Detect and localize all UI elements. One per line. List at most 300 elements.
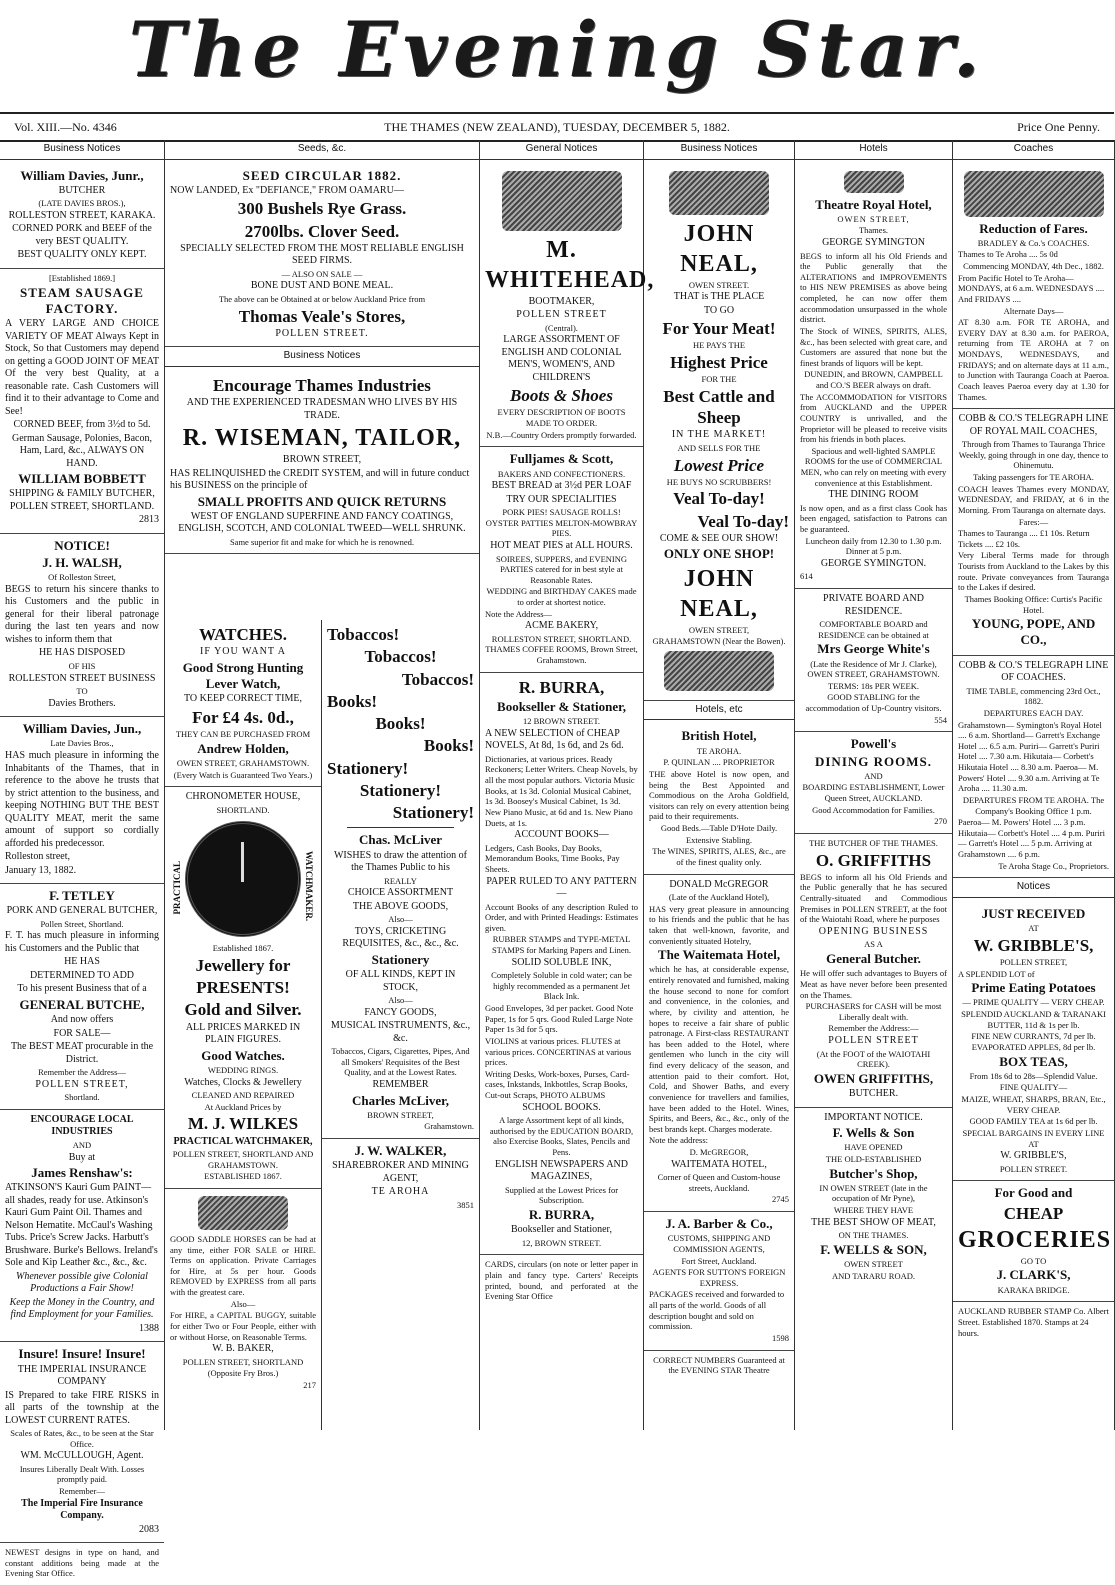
advert-correct-numbers — [644, 1351, 794, 1382]
column-heading: Business Notices — [165, 347, 479, 367]
ad-text: FINE QUALITY— — [999, 1082, 1068, 1093]
ad-text: DUNEDIN, and BROWN, CAMPBELL and CO.'S BEER always on draft. — [804, 369, 943, 390]
ad-text: The BEST MEAT procurable in the District. — [10, 1041, 154, 1065]
ad-text: Thames. — [858, 225, 889, 236]
column-3 — [480, 140, 655, 1430]
column-heading: Business Notices — [644, 140, 794, 160]
advert-powell — [795, 732, 952, 834]
ad-title: PRESENTS! — [196, 978, 290, 998]
ad-text: — ALSO ON SALE — — [281, 268, 363, 279]
ad-text: Extensive Stabling. — [685, 834, 753, 845]
ad-text: DONALD McGREGOR — [669, 878, 769, 890]
ad-text: IMPORTANT NOTICE. — [824, 1111, 923, 1123]
ad-text: A VERY LARGE AND CHOICE VARIETY OF MEAT Always Kept in Stock, So that Customers may depend on getting a GOOD JOINT OF MEAT Of the very best Quality, at a reasonable rate. Cash Customers will find it to their advantage to Come and See! — [5, 318, 159, 417]
ad-text: FOR THE — [701, 374, 737, 385]
ad-title: CHEAP — [1003, 1203, 1064, 1223]
ad-text: Paeroa— M. Powers' Hotel .... 3 p.m. Hikutaia— Corbett's Hotel .... 4 p.m. Puriri— Garrett's Hotel .... 5 p.m. Arriving at Grahamstown .... 6 p.m. — [958, 817, 1105, 859]
ad-title: Insure! Insure! Insure! — [18, 1346, 146, 1362]
ad-text: GO TO — [1020, 1255, 1047, 1266]
boot-illustration — [502, 171, 622, 231]
ad-text: TOYS, CRICKETING REQUISITES, &c., &c., &c. — [342, 925, 459, 950]
ad-title: J. CLARK'S, — [996, 1267, 1071, 1283]
ad-text: January 13, 1882. — [5, 864, 77, 876]
ad-text: Grahamstown— Symington's Royal Hotel .... 6 a.m. Shortland— Garrett's Exchange Hotel .... 6.5 a.m. Puriri— Garrett's Puriri Hotel .... 7.30 a.m. Hikutaia— Corbett's Hikutaia Hotel .... 8.30 a.m. Paeroa— M. Powers' Hotel .... 9.30 a.m. Arriving at Te Aroha .... 11.30 a.m. — [958, 719, 1102, 794]
ad-text: PRACTICAL WATCHMAKER, — [173, 1135, 313, 1147]
ad-text: Grahamstown. — [424, 1121, 474, 1132]
advert-cobb-timetable — [953, 656, 1114, 879]
ad-number: 2813 — [139, 514, 159, 526]
ad-text: POLLEN STREET, SHORTLAND — [182, 1356, 304, 1367]
ad-title: WATCHES. — [198, 625, 287, 644]
ad-text: ACME BAKERY, — [524, 620, 599, 632]
ad-text: TRY OUR SPECIALITIES — [506, 493, 617, 505]
ad-title: General Butcher. — [826, 951, 921, 966]
advert-seed-circular — [165, 164, 479, 348]
ad-text: KARAKA BRIDGE. — [997, 1284, 1070, 1295]
ad-title: Reduction of Fares. — [979, 220, 1088, 236]
ad-text: CARDS, circulars (on note or letter paper in plain and fancy type. Carters' Receipts printed, bound, and perforated at the Evening Star Office — [485, 1259, 638, 1302]
ad-text: BRADLEY & Co.'s COACHES. — [977, 237, 1090, 248]
ad-text: OF ALL KINDS, KEPT IN STOCK, — [345, 969, 456, 993]
advert-griffiths — [795, 834, 952, 1108]
ad-text: BOARDING ESTABLISHMENT, Lower Queen Street, AUCKLAND. — [802, 782, 945, 803]
ad-text: AND — [72, 1139, 92, 1150]
ad-number: 1598 — [772, 1332, 789, 1343]
ad-text: HE HAS DISPOSED — [38, 647, 126, 659]
ad-text: He will offer such advantages to Buyers of Meat as have never before been presented on the Thames. — [800, 968, 947, 1000]
ad-text: DEPARTURES EACH DAY. — [983, 707, 1084, 718]
ad-title: 2700lbs. Clover Seed. — [244, 221, 400, 241]
ad-text: AND SELLS FOR THE — [677, 442, 761, 453]
column-heading: Hotels — [795, 140, 952, 160]
ad-text: POLLEN STREET — [516, 309, 607, 320]
ad-text: Also— — [230, 1298, 256, 1309]
ad-text: FINE NEW CURRANTS, 7d per lb. EVAPORATED APPLES, 8d per lb. — [971, 1031, 1096, 1052]
ad-title: R. BURRA, — [518, 677, 605, 697]
ad-text: WHERE THEY HAVE — [833, 1205, 914, 1215]
advert-wells — [795, 1108, 952, 1288]
ad-text: WM. McCULLOUGH, Agent. — [20, 1450, 144, 1462]
ad-text: GEORGE SYMINGTON — [822, 237, 925, 248]
ad-title: Powell's — [850, 736, 897, 752]
ad-text: Through from Thames to Tauranga Thrice Weekly, going through in one day, thence to Ohinemutu. — [958, 439, 1109, 471]
ad-text: Good Envelopes, 3d per packet. Good Note Paper, 1s for 5 qrs. Good Ruled Large Note Paper 1s 3d for 5 qrs. — [485, 1003, 634, 1035]
ad-text: IN THE MARKET! — [671, 429, 767, 441]
ad-text: ROLLESTON STREET, KARAKA. — [8, 209, 156, 221]
ad-text: The Stock of WINES, SPIRITS, ALES, &c., has been selected with great care, and Customers are assured that none but the finest brands of liquors will be kept. — [800, 325, 947, 368]
ad-title: Andrew Holden, — [197, 740, 289, 756]
ad-title: F. TETLEY — [49, 888, 115, 903]
ad-text: PAPER RULED TO ANY PATTERN— — [486, 875, 637, 899]
ad-text: POLLEN STREET, — [35, 1078, 129, 1090]
ad-title: NOTICE! — [54, 537, 110, 553]
ad-text: TE AROHA — [371, 1186, 430, 1198]
ad-title: Tobaccos! — [327, 625, 400, 644]
ad-title: British Hotel, — [681, 728, 757, 744]
ad-text: The ACCOMMODATION for VISITORS from AUCKLAND and the UPPER COUNTRY is unrivalled, and the Proprietor will be pleased to receive visits from his friends in both places. — [800, 391, 947, 445]
advert-rubber-stamp — [953, 1302, 1114, 1344]
advert-tetley — [0, 884, 164, 1110]
ad-title: Gold and Silver. — [184, 1000, 302, 1020]
ad-text: CUSTOMS, SHIPPING AND COMMISSION AGENTS, — [667, 1233, 771, 1254]
ad-text: German Sausage, Polonies, Bacon, Ham, Lard, &c., ALWAYS ON HAND. — [12, 432, 152, 469]
ad-title: Books! — [327, 691, 378, 711]
ad-text: And now offers — [50, 1014, 114, 1026]
ad-text: GOOD SADDLE HORSES can be had at any time, either FOR SALE or HIRE. Terms on application. Private Carriages for Hire, at 5s per hour. Goods REMOVED by EXPRESS from all parts with the greatest care. — [170, 1233, 316, 1297]
advert-renshaw — [0, 1110, 164, 1342]
ad-text: ROLLESTON STREET, SHORTLAND. THAMES COFFEE ROOMS, Brown Street, Grahamstown. — [485, 633, 638, 665]
ad-text: IS Prepared to take FIRE RISKS in all parts of the township at the LOWEST CURRENT RATES. — [5, 1389, 159, 1426]
ad-text: Writing Desks, Work-boxes, Purses, Card-cases, Inkstands, Inkbottles, Scrap Books, Cut-out Scraps, PHOTO ALBUMS — [485, 1068, 630, 1100]
ad-title: F. WELLS & SON, — [820, 1241, 927, 1257]
ad-text: CLEANED AND REPAIRED — [191, 1090, 295, 1100]
ad-text: (At the FOOT of the WAIOTAHI CREEK). — [816, 1048, 931, 1070]
advert-barber — [644, 1212, 794, 1351]
ad-text: ENGLISH NEWSPAPERS AND MAGAZINES, — [495, 1158, 628, 1183]
column-heading: Hotels, etc — [644, 701, 794, 721]
ad-text: BEST BREAD at 3½d PER LOAF — [491, 480, 632, 492]
ad-title: Highest Price — [670, 353, 768, 372]
advert-whitehead — [480, 164, 655, 448]
ad-text: THE BEST SHOW OF MEAT, — [811, 1216, 936, 1228]
ad-text: HE PAYS THE — [692, 340, 746, 351]
ad-title: Mrs George White's — [817, 641, 930, 657]
ad-title: Theatre Royal Hotel, — [815, 196, 932, 212]
column-heading: Seeds, &c. — [165, 140, 479, 160]
ad-text: POLLEN STREET, — [999, 956, 1068, 967]
ad-text: From 18s 6d to 28s—Splendid Value. — [969, 1070, 1098, 1081]
ad-text: The WINES, SPIRITS, ALES, &c., are of the finest quality only. — [652, 846, 786, 867]
ad-text: BOOTMAKER, — [528, 295, 595, 307]
ad-text: AUCKLAND RUBBER STAMP Co. Albert Street. Established 1870. Stamps at 24 hours. — [958, 1306, 1109, 1338]
ad-text: The above can be Obtained at or below Auckland Price from — [218, 293, 426, 304]
ad-title: JOHN NEAL, — [680, 565, 758, 622]
ad-title: M. J. WILKES — [187, 1114, 299, 1134]
ad-title: COBB & CO.'S TELEGRAPH LINE OF COACHES. — [958, 659, 1109, 684]
ad-text: TIME TABLE, commencing 23rd Oct., 1882. — [966, 685, 1101, 707]
column-2 — [165, 140, 480, 1430]
ad-text: AND — [864, 770, 883, 781]
clock-icon — [185, 821, 301, 937]
ad-text: BONE DUST AND BONE MEAL. — [250, 280, 394, 292]
ad-title: The Waitemata Hotel, — [657, 947, 781, 963]
ad-title: Stationery! — [327, 758, 409, 778]
ad-text: ALL PRICES MARKED IN PLAIN FIGURES. — [185, 1021, 301, 1046]
ad-text: D. McGREGOR, — [689, 1147, 749, 1157]
ad-text: THE OLD-ESTABLISHED — [825, 1153, 922, 1164]
ad-text: TO — [76, 686, 88, 696]
ad-text: REMEMBER — [372, 1079, 429, 1090]
ad-text: SPLENDID AUCKLAND & TARANAKI BUTTER, 11d & 1s per lb. — [961, 1009, 1106, 1030]
ad-text: 12 BROWN STREET. — [522, 716, 601, 727]
ad-text: W. GRIBBLE'S, — [1000, 1150, 1067, 1162]
ad-text: Taking passengers for TE AROHA. — [973, 472, 1094, 482]
ad-text: CHRONOMETER HOUSE, — [185, 791, 301, 803]
ad-title: GENERAL BUTCHE, — [19, 996, 145, 1012]
ad-text: AT — [1028, 923, 1039, 933]
ad-text: TE AROHA. — [696, 745, 742, 756]
cattle-illustration — [664, 651, 774, 691]
ad-text: OPENING BUSINESS — [818, 925, 929, 937]
ad-text: OWEN STREET — [844, 1259, 903, 1269]
column-heading: Coaches — [953, 140, 1114, 160]
ad-text: PORK PIES! SAUSAGE ROLLS! OYSTER PATTIES MELTON-MOWBRAY PIES. — [485, 507, 638, 539]
ad-title: COBB & CO.'S TELEGRAPH LINE OF ROYAL MAIL COACHES, — [958, 413, 1109, 437]
ad-text: BUTCHER. — [848, 1088, 899, 1099]
ad-title: R. WISEMAN, TAILOR, — [182, 425, 462, 451]
advert-neal — [644, 164, 794, 701]
ad-text: which he has, at considerable expense, entirely renovated and furnished, making the house second to none for comfort and convenience, in the colonies, and where, by civility and attention, he hopes to receive a fair share of public patronage. A First-class RESTAURANT has been added to the Hotel, where gentlemen who lunch in the city will find every delicacy of the season, and attention paid to their comfort. Hot, Cold, and Shower Baths, and every convenience for travellers and families, have been added to the Hotel. Wines, Spirits, and Beers, &c., &c., only of the best brands kept. Charges moderate. — [649, 964, 789, 1134]
ad-text: Commencing MONDAY, 4th Dec., 1882. — [963, 261, 1104, 271]
ad-text: HOT MEAT PIES at ALL HOURS. — [490, 540, 633, 551]
ad-text: Late Davies Bros., — [50, 738, 114, 749]
ad-text: CORRECT NUMBERS Guaranteed at the EVENING STAR Theatre — [653, 1354, 785, 1376]
ad-text: 12, BROWN STREET. — [521, 1237, 602, 1248]
advert-bradley-coaches — [953, 164, 1114, 410]
column-heading: General Notices — [480, 140, 643, 160]
ad-text: BUTCHER — [58, 184, 106, 196]
ad-title: William Davies, Jun., — [22, 721, 142, 737]
ad-title: Books! — [375, 714, 426, 733]
ad-text: OWEN STREET, GRAHAMSTOWN. — [176, 757, 310, 768]
ad-title: W. GRIBBLE'S, — [973, 935, 1094, 955]
ad-text: HAS much pleasure in informing the Inhabitants of the Thames, that in reference to the above he trusts that by strict attention to the business, and keeping NOTHING BUT THE BEST QUALITY MEAT, merit the same amount of support so cordially afforded his predecessor. — [5, 750, 159, 849]
divider — [347, 827, 454, 828]
clock-illustration — [170, 821, 316, 937]
ad-text: Also— — [388, 914, 413, 925]
ad-text: IF YOU WANT A — [200, 646, 286, 658]
ad-title: JUST RECEIVED — [981, 905, 1086, 921]
column-2-lower — [165, 620, 479, 1430]
advert-gribble — [953, 902, 1114, 1182]
ad-text: OWEN STREET, — [688, 624, 750, 635]
column-4 — [644, 140, 795, 1430]
ad-text: ACCOUNT BOOKS— — [514, 829, 609, 841]
ad-text: THE IMPERIAL INSURANCE COMPANY — [17, 1363, 147, 1387]
ad-text: POLLEN STREET. — [275, 327, 369, 339]
masthead — [0, 0, 1114, 110]
ad-title: PRIVATE BOARD AND RESIDENCE. — [823, 593, 924, 617]
ad-text: Buy at — [68, 1151, 96, 1163]
ad-text: PURCHASERS for CASH will be most Liberally dealt with. — [805, 1001, 942, 1022]
ad-text: Shortland. — [64, 1092, 100, 1103]
subcolumn-tobaccos — [322, 620, 479, 1430]
ad-text: Good Beds.—Table D'Hote Daily. — [660, 823, 778, 833]
ad-text: Account Books of any description Ruled to Order, and with Printed Headings: Estimates given. — [485, 901, 638, 933]
ad-text: Also— — [388, 995, 413, 1005]
ad-text: COME & SEE OUR SHOW! — [659, 532, 779, 544]
ad-text: Note the Address— — [485, 608, 553, 619]
ad-text: Keep the Money in the Country, and find Employment for your Families. — [9, 1296, 155, 1321]
ad-title: Bookseller & Stationer, — [497, 698, 626, 714]
ad-title: William Davies, Junr., — [20, 167, 144, 183]
ad-text: SHAREBROKER AND MINING AGENT, — [332, 1160, 469, 1184]
ad-text: A large Assortment kept of all kinds, authorised by the EDUCATION BOARD, also Exercise Books, Slates, Pencils and Pens. — [489, 1115, 634, 1157]
ad-text: WEDDING and BIRTHDAY CAKES made to order at shortest notice. — [486, 586, 637, 607]
ad-text: From Pacific Hotel to Te Aroha— MONDAYS, at 6 a.m. WEDNESDAYS .... And FRIDAYS .... — [958, 272, 1105, 304]
ad-text: Dictionaries, at various prices. Ready Reckoners; Letter Writers. Cheap Novels, by all the most popular authors. Victoria Music Books, at 1s 3d. Colonial Musical Cabinet, 1s 3d. Boosey's Musical Cabinet, 1s 3d. New Piano Music, at 6d and 1s. New Piano Duets, at 1s. — [485, 753, 638, 828]
ad-text: BEGS to return his sincere thanks to his Customers and the public in general for their liberal patronage during the last ten years and now wishes to inform them that — [5, 583, 159, 645]
ad-text: AND TARARU ROAD. — [832, 1270, 915, 1281]
ad-text: Bookseller and Stationer, — [511, 1224, 612, 1236]
ad-text: [Established 1869.] — [48, 272, 116, 283]
ad-text: POLLEN STREET — [828, 1035, 919, 1046]
advert-walker — [322, 1139, 479, 1216]
ad-text: THE ABOVE GOODS, — [352, 900, 449, 912]
ad-text: At Auckland Prices by — [204, 1101, 282, 1112]
advert-baker — [165, 1189, 321, 1397]
column-1 — [0, 140, 165, 1579]
ad-text: RUBBER STAMPS and TYPE-METAL STAMPS for Marking Papers and Linen. — [491, 934, 632, 955]
ad-number: 2745 — [772, 1194, 789, 1205]
ad-text: F. T. has much pleasure in informing his Customers and the Public that — [5, 930, 159, 954]
ad-text: NEWEST designs in type on hand, and constant additions being made at the Evening Star Office. — [5, 1547, 159, 1579]
ad-text: POLLEN STREET, SHORTLAND AND GRAHAMSTOWN. — [172, 1149, 314, 1170]
ad-text: VIOLINS at various prices. FLUTES at various prices. CONCERTINAS at various prices. — [485, 1035, 632, 1068]
ad-title: WILLIAM BOBBETT — [18, 471, 146, 486]
ad-title: Good Strong Hunting Lever Watch, — [182, 659, 304, 691]
ad-text: WISHES to draw the attention of the Thames Public to his — [333, 849, 468, 873]
ad-title: For Your Meat! — [662, 319, 776, 339]
ad-text: (Central). — [545, 322, 578, 333]
ad-title: Thomas Veale's Stores, — [238, 306, 406, 326]
ad-text: Of Rolleston Street, — [48, 572, 116, 583]
volume-number: Vol. XIII.—No. 4346 — [14, 120, 117, 134]
ad-title: DINING ROOMS. — [814, 753, 932, 769]
ad-text: To his present Business that of a — [17, 983, 147, 995]
ad-text: POLLEN STREET. — [999, 1163, 1068, 1174]
ad-text: Thames Booking Office: Curtis's Pacific Hotel. — [964, 593, 1103, 615]
building-illustration — [844, 171, 904, 193]
ad-text: A SPLENDID LOT of — [958, 968, 1035, 979]
ad-number: 554 — [934, 714, 947, 725]
ad-text: (Opposite Fry Bros.) — [207, 1368, 279, 1379]
ad-title: R. BURRA, — [528, 1206, 595, 1222]
ad-text: FANCY GOODS, — [364, 1006, 437, 1018]
ad-text: Ledgers, Cash Books, Day Books, Memorandum Books, Time Books, Pay Sheets. — [485, 842, 620, 874]
ad-text: (LATE DAVIES BROS.), — [38, 198, 126, 209]
ad-text: Fort Street, Auckland. — [681, 1255, 757, 1266]
newspaper-title: The Evening Star. — [128, 5, 986, 94]
ad-text: SOIREES, SUPPERS, and EVENING PARTIES catered for in best style at Reasonable Rates. — [495, 553, 628, 585]
ad-text: REALLY — [384, 875, 417, 886]
ad-text: TO KEEP CORRECT TIME, — [184, 693, 302, 705]
ad-text: EVERY DESCRIPTION OF BOOTS MADE TO ORDER. — [497, 407, 626, 428]
ad-text: BEST QUALITY ONLY KEPT. — [17, 249, 147, 261]
ad-text: BEGS to inform all his Old Friends and the Public generally that the ALTERATIONS and IMPROVEMENTS to HIS NEW PREMISES as above being completed, he can now offer them accommodation unsurpassed in the whole district. — [800, 250, 947, 325]
ad-number: 3851 — [457, 1199, 474, 1210]
ad-text: AND THE EXPERIENCED TRADESMAN WHO LIVES BY HIS TRADE. — [186, 397, 458, 421]
advert-walsh — [0, 534, 164, 717]
ad-text: Corner of Queen and Custom-house streets, Auckland. — [657, 1172, 781, 1193]
advert-fulljames — [480, 447, 643, 672]
ad-text: For HIRE, a CAPITAL BUGGY, suitable for either Two or Four People, either with or without Horse, on Reasonable Terms. — [170, 1310, 316, 1342]
ad-text: AS A — [864, 939, 883, 950]
ad-title: F. Wells & Son — [832, 1125, 915, 1140]
ad-text: THE BUTCHER OF THE THAMES. — [809, 837, 938, 848]
ad-text: HE HAS — [64, 956, 100, 968]
ad-text: AT 8.30 a.m. FOR TE AROHA, and EVERY DAY at 8.30 a.m. for PAEROA, returning from TE AROHA at 7 on MONDAYS, WEDNESDAYS, and FRIDAYS; and on alternate days at 11 a.m., to Junction with Tauranga Coach at Paeroa. Coach leaves Paeroa every day at 1.30 for Thames. — [958, 317, 1109, 402]
ad-text: PACKAGES received and forwarded to all parts of the world. Goods of all description bought and sold on commission. — [649, 1289, 785, 1332]
place-date: THE THAMES (NEW ZEALAND), TUESDAY, DECEMBER 5, 1882. — [384, 120, 730, 134]
ad-number: 1388 — [139, 1322, 159, 1334]
advert-private-board — [795, 589, 952, 732]
ad-title: Prime Eating Potatoes — [971, 980, 1096, 996]
ad-text: SHIPPING & FAMILY BUTCHER, POLLEN STREET, SHORTLAND. — [9, 488, 155, 512]
ad-number: 614 — [800, 571, 813, 582]
ad-title: J. A. Barber & Co., — [665, 1216, 773, 1231]
ad-title: SEED CIRCULAR 1882. — [242, 167, 402, 183]
ad-text: ATKINSON'S Kauri Gum PAINT—all shades, ready for use. Atkinson's Kauri Gum Paint Oil. Thames and Nelson Hematite. McCaul's Washing Tubs. Price's Screw Jacks. Harbutt's Brushware. Burke's Bellows. Ireland's Sole and Kip Leather &c., &c., &c. — [5, 1182, 158, 1269]
ad-title: STEAM SAUSAGE FACTORY. — [20, 284, 144, 316]
ad-title: Best Cattle and Sheep — [663, 386, 775, 428]
column-6 — [953, 140, 1115, 1430]
ad-title: 300 Bushels Rye Grass. — [237, 199, 407, 219]
ad-title: Veal To-day! — [697, 511, 789, 531]
ad-text: SHORTLAND. — [216, 804, 270, 815]
ad-text: BROWN STREET, — [367, 1109, 434, 1120]
ad-number: 2083 — [139, 1523, 159, 1535]
ad-text: W. B. BAKER, — [212, 1343, 274, 1355]
subcolumn-watches — [165, 620, 322, 1430]
ad-title: J. H. WALSH, — [42, 555, 122, 570]
advert-wiseman — [165, 371, 479, 555]
advert-davies-jun — [0, 717, 164, 884]
ad-text: Supplied at the Lowest Prices for Subscription. — [504, 1184, 619, 1206]
ad-text: The Imperial Fire Insurance Company. — [21, 1497, 143, 1522]
ad-text: WAITEMATA HOTEL, — [671, 1158, 767, 1170]
advert-davies — [0, 164, 164, 269]
ad-text: TERMS: 18s PER WEEK. — [828, 680, 919, 691]
advert-british-hotel — [644, 724, 794, 874]
ad-text: — PRIME QUALITY — VERY CHEAP. — [962, 997, 1105, 1008]
ad-text: OWEN STREET, — [837, 213, 910, 224]
ad-text: Spacious and well-lighted SAMPLE ROOMS for the use of COMMERCIAL MEN, who can rely on meeting with every convenience at this Establishment. — [800, 445, 947, 488]
advert-mcliver — [322, 620, 479, 1139]
advert-burra — [480, 673, 643, 1256]
ad-title: For Good and — [994, 1185, 1073, 1201]
ad-title: Tobaccos! — [401, 669, 474, 689]
ad-text: WEST OF ENGLAND SUPERFINE AND FANCY COATINGS, ENGLISH, SCOTCH, AND COLONIAL TWEED—WELL SHRUNK. — [178, 510, 466, 535]
ad-text: Remember the Address:— — [828, 1023, 919, 1034]
ad-text: MUSICAL INSTRUMENTS, &c., &c. — [330, 1020, 471, 1044]
ad-title: Lowest Price — [673, 455, 765, 475]
ad-text: THEY CAN BE PURCHASED FROM — [175, 729, 311, 739]
advert-holden — [165, 620, 321, 787]
ad-text: N.B.—Country Orders promptly forwarded. — [486, 429, 637, 440]
ad-text: COMFORTABLE BOARD and RESIDENCE can be obtained at — [818, 619, 929, 640]
ad-title: Encourage Thames Industries — [213, 375, 431, 395]
ad-title: M. WHITEHEAD, — [485, 236, 655, 293]
ad-text: ESTABLISHED 1867. — [204, 1171, 282, 1182]
carriage-illustration — [198, 1196, 288, 1230]
ad-text: AGENTS FOR SUTTON'S FOREIGN EXPRESS. — [652, 1267, 786, 1288]
ad-text: Completely Soluble in cold water; can be highly recommended as a permanent Jet Black Ink. — [491, 970, 632, 1002]
ad-title: Stationery — [371, 951, 430, 967]
ad-text: Note the address: — [649, 1135, 709, 1146]
advert-cards — [480, 1255, 643, 1308]
ad-text: NOW LANDED, Ex "DEFIANCE," FROM OAMARU— — [170, 184, 404, 196]
ad-text: IN OWEN STREET (late in the occupation of Mr Pyne), — [819, 1182, 928, 1204]
ad-text: Te Aroha Stage Co., Proprietors. — [998, 860, 1109, 871]
ad-number: 217 — [303, 1379, 316, 1390]
ad-title: Tobaccos! — [364, 647, 437, 667]
ad-text: MAIZE, WHEAT, SHARPS, BRAN, Etc., VERY CHEAP. — [961, 1094, 1106, 1115]
ad-text: FOR SALE— — [53, 1027, 111, 1039]
ad-text: Remember— — [59, 1486, 105, 1496]
ad-title: James Renshaw's: — [31, 1165, 133, 1180]
ad-text: Established 1867. — [212, 943, 274, 954]
